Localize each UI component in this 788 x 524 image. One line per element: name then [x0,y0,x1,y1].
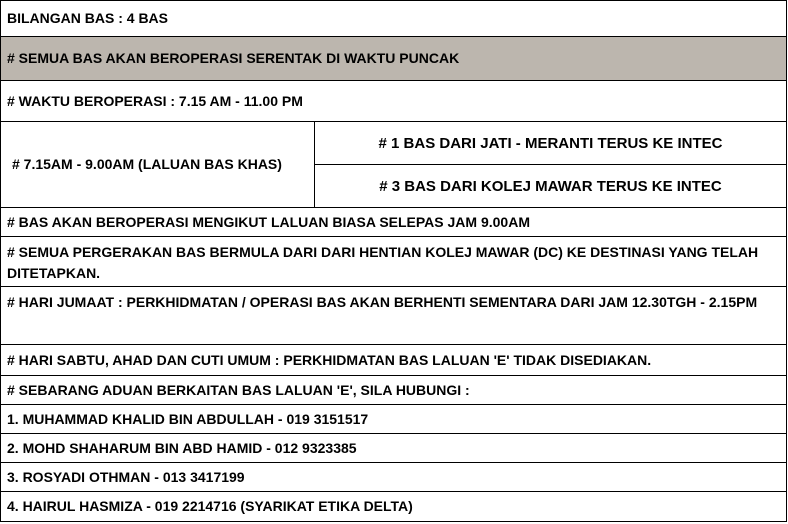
normal-route-text: # BAS AKAN BEROPERASI MENGIKUT LALUAN BIASA SELEPAS JAM 9.00AM [7,213,530,230]
friday-row [0,287,787,345]
operating-hours-row [0,81,787,122]
contact-row [0,492,787,522]
contact-row [0,434,787,463]
bus-count-text: BILANGAN BAS : 4 BAS [7,10,169,26]
complaints-text: # SEBARANG ADUAN BERKAITAN BAS LALUAN 'E', SILA HUBUNGI : [7,381,470,398]
operating-hours-text: # WAKTU BEROPERASI : 7.15 AM - 11.00 PM [7,92,303,109]
weekend-text: # HARI SABTU, AHAD DAN CUTI UMUM : PERKHIDMATAN BAS LALUAN 'E' TIDAK DISEDIAKAN. [7,351,652,368]
special-route-item: # 3 BAS DARI KOLEJ MAWAR TERUS KE INTEC [379,177,722,195]
friday-text: # HARI JUMAAT : PERKHIDMATAN / OPERASI BAS AKAN BERHENTI SEMENTARA DARI JAM 12.30TGH - 2.15PM [7,294,758,310]
peak-notice-row [0,37,787,81]
contact-text: 1. MUHAMMAD KHALID BIN ABDULLAH - 019 3151517 [7,410,369,427]
normal-route-row [0,208,787,237]
contact-text: 4. HAIRUL HASMIZA - 019 2214716 (SYARIKAT ETIKA DELTA) [7,498,413,514]
complaints-row [0,376,787,405]
special-route-item: # 1 BAS DARI JATI - MERANTI TERUS KE INTEC [315,122,786,165]
weekend-row [0,345,787,376]
contact-row [0,405,787,434]
contact-row [0,463,787,492]
special-route-time-cell [1,122,315,207]
special-route-row [0,122,787,208]
start-point-row [0,237,787,287]
contact-text: 3. ROSYADI OTHMAN - 013 3417199 [7,468,245,485]
special-route-list [315,122,786,207]
contact-text: 2. MOHD SHAHARUM BIN ABD HAMID - 012 9323385 [7,439,357,456]
start-point-text: # SEMUA PERGERAKAN BAS BERMULA DARI DARI HENTIAN KOLEJ MAWAR (DC) KE DESTINASI YANG TELAH DITETAPKAN. [7,244,759,281]
bus-count-row [0,0,787,37]
peak-notice-text: # SEMUA BAS AKAN BEROPERASI SERENTAK DI WAKTU PUNCAK [7,50,460,66]
special-route-time-text: # 7.15AM - 9.00AM (LALUAN BAS KHAS) [12,156,282,172]
